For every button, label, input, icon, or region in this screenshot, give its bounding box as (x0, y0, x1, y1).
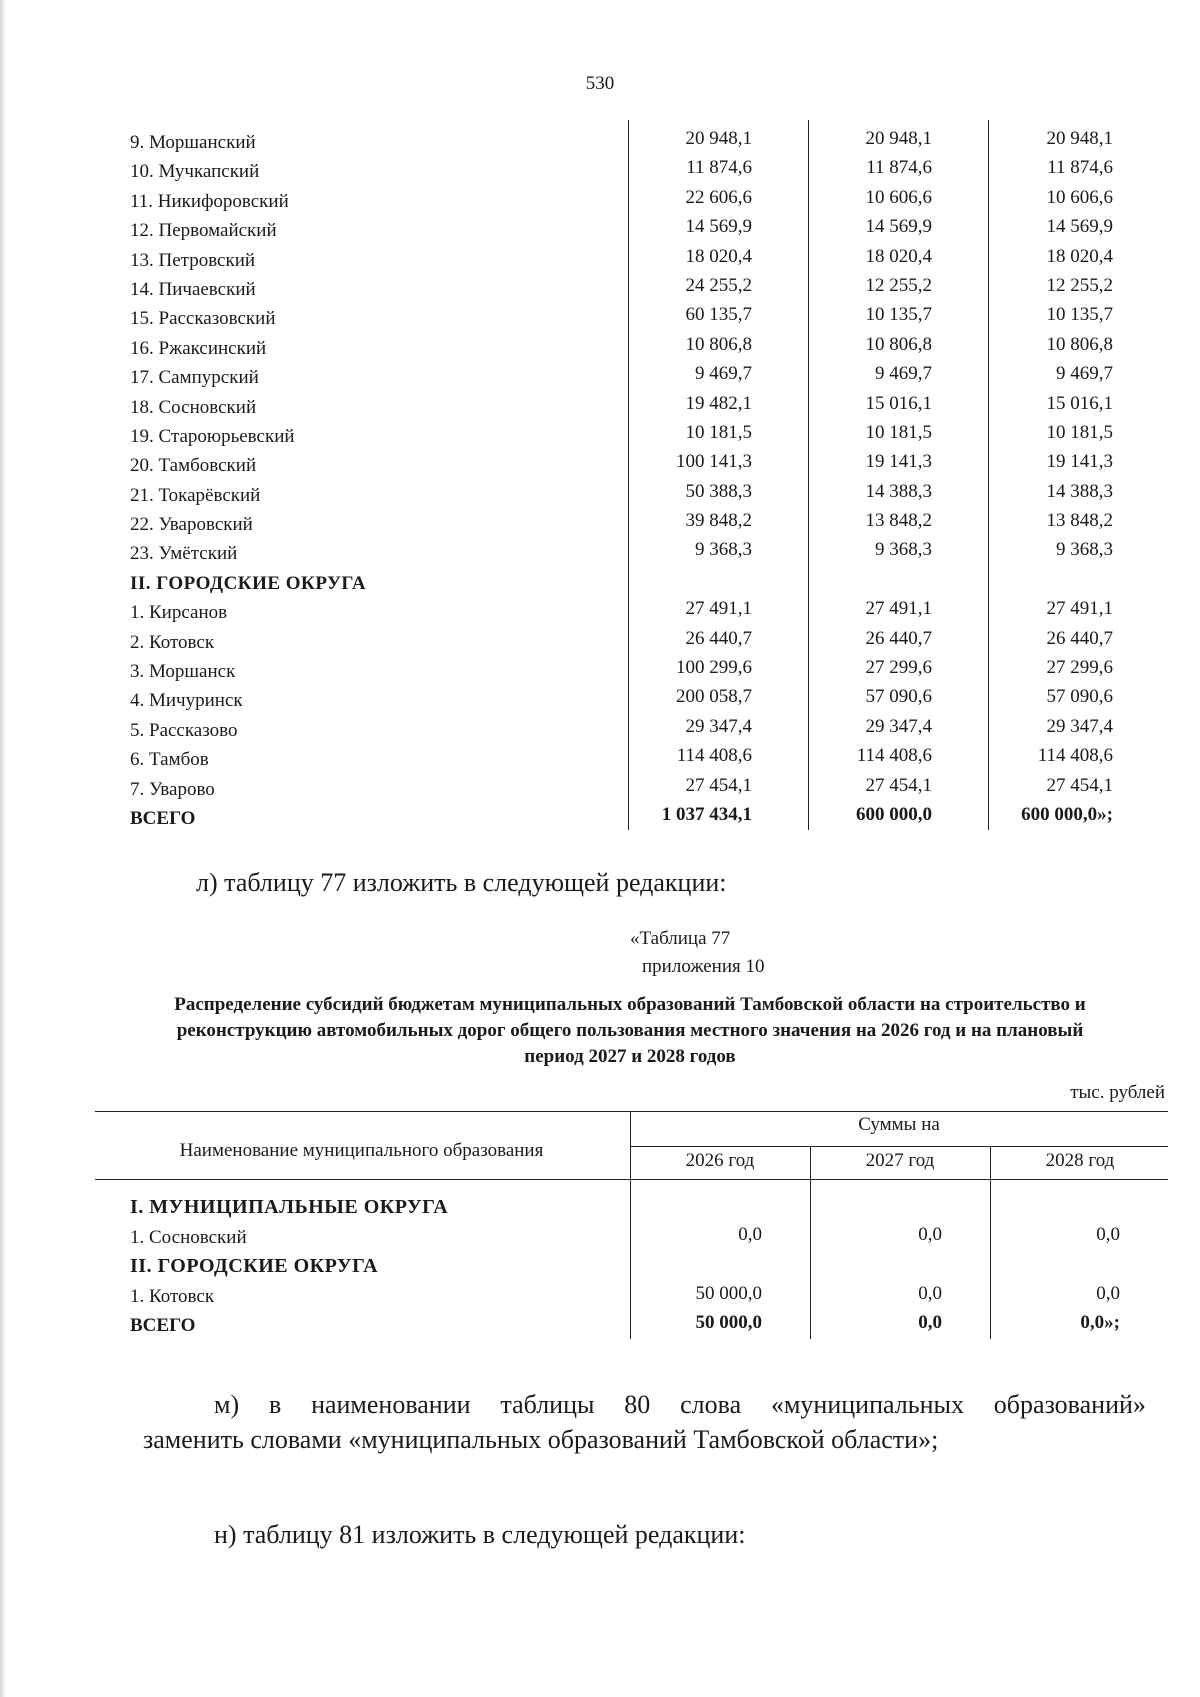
value-2026: 50 388,3 (685, 480, 752, 502)
value-2026: 9 469,7 (695, 363, 752, 385)
value-2026: 1 037 434,1 (661, 803, 752, 825)
table-section-row (130, 1249, 1130, 1279)
municipality-name: 1. Котовск (130, 1285, 215, 1307)
value-2028: 14 569,9 (1046, 216, 1113, 238)
value-2026: 100 141,3 (676, 451, 752, 473)
value-2026: 27 491,1 (685, 598, 752, 620)
value-2026: 60 135,7 (685, 304, 752, 326)
table-row (130, 653, 1130, 682)
value-2028: 11 874,6 (1047, 157, 1113, 179)
municipality-name: II. ГОРОДСКИЕ ОКРУГА (130, 572, 367, 594)
table-row (130, 741, 1130, 770)
value-2026: 10 806,8 (685, 333, 752, 355)
municipality-name: 22. Уваровский (130, 514, 253, 536)
value-2028: 10 135,7 (1046, 304, 1113, 326)
value-2026: 24 255,2 (685, 274, 752, 296)
value-2028: 19 141,3 (1046, 451, 1113, 473)
value-2026: 200 058,7 (676, 686, 752, 708)
table-total-row (130, 1308, 1130, 1338)
value-2027: 27 491,1 (865, 598, 932, 620)
header-year-2026: 2026 год (685, 1150, 755, 1171)
value-2026: 100 299,6 (676, 657, 752, 679)
value-2028: 13 848,2 (1046, 510, 1113, 532)
table-section-row (130, 565, 1130, 594)
paragraph-word: 80 (624, 1390, 651, 1419)
value-2026: 0,0 (738, 1223, 762, 1245)
table-row (130, 359, 1130, 388)
municipality-name: 10. Мучкапский (130, 161, 260, 183)
table-row (130, 535, 1130, 564)
table-row (130, 1279, 1130, 1309)
value-2026: 29 347,4 (685, 715, 752, 737)
municipality-name: 5. Рассказово (130, 719, 238, 741)
municipality-name: 1. Сосновский (130, 1226, 247, 1248)
table-total-row (130, 800, 1130, 829)
municipality-name: 12. Первомайский (130, 220, 277, 242)
paragraph-n: н) таблицу 81 изложить в следующей редакции: (214, 1520, 746, 1549)
municipality-name: 6. Тамбов (130, 749, 209, 771)
header-year-2027: 2027 год (865, 1150, 935, 1171)
municipality-name: 23. Умётский (130, 543, 238, 565)
value-2028: 14 388,3 (1046, 480, 1113, 502)
column-divider (988, 120, 989, 830)
municipality-name: 11. Никифоровский (130, 190, 289, 212)
table-row (130, 624, 1130, 653)
value-2028: 0,0»; (1080, 1312, 1120, 1333)
table-section-row (130, 1190, 1130, 1220)
value-2028: 29 347,4 (1046, 715, 1113, 737)
municipality-name: 18. Сосновский (130, 396, 257, 418)
value-2027: 57 090,6 (865, 686, 932, 708)
paragraph-word: образований» (993, 1390, 1146, 1419)
value-2028: 27 491,1 (1046, 598, 1113, 620)
table-row (130, 124, 1130, 153)
table-caption-appendix: приложения 10 (642, 956, 765, 977)
table-row (130, 242, 1130, 271)
value-2028: 27 299,6 (1046, 657, 1113, 679)
value-2028: 18 020,4 (1046, 245, 1113, 267)
value-2026: 9 368,3 (695, 539, 752, 561)
table-row (130, 712, 1130, 741)
value-2026: 50 000,0 (695, 1282, 762, 1304)
municipality-name: 21. Токарёвский (130, 484, 261, 506)
table-row (130, 447, 1130, 476)
municipality-name: 16. Ржаксинский (130, 337, 267, 359)
value-2028: 600 000,0»; (1021, 803, 1113, 825)
value-2026: 20 948,1 (685, 128, 752, 149)
paragraph-word: «муниципальных (770, 1390, 964, 1419)
table-top-border (95, 1111, 1168, 1112)
value-2027: 10 135,7 (865, 304, 932, 326)
value-2028: 57 090,6 (1046, 686, 1113, 708)
value-2027: 14 388,3 (865, 480, 932, 502)
table-row (130, 506, 1130, 535)
value-2027: 11 874,6 (866, 157, 932, 179)
municipality-name: II. ГОРОДСКИЕ ОКРУГА (130, 1255, 379, 1277)
table-76-continuation (130, 124, 1130, 829)
municipality-name: ВСЕГО (130, 807, 196, 829)
value-2027: 10 181,5 (865, 421, 932, 443)
value-2028: 20 948,1 (1046, 128, 1113, 149)
value-2027: 0,0 (918, 1282, 942, 1304)
value-2026: 27 454,1 (685, 774, 752, 796)
table-row (130, 183, 1130, 212)
value-2028: 15 016,1 (1046, 392, 1113, 414)
municipality-name: 20. Тамбовский (130, 455, 257, 477)
municipality-name: 14. Пичаевский (130, 278, 256, 300)
table-row (130, 389, 1130, 418)
municipality-name: 4. Мичуринск (130, 690, 243, 712)
value-2026: 19 482,1 (685, 392, 752, 414)
value-2028: 9 469,7 (1056, 363, 1113, 385)
paragraph-l: л) таблицу 77 изложить в следующей редакции: (196, 868, 727, 897)
value-2027: 19 141,3 (865, 451, 932, 473)
paragraph-word: слова (680, 1390, 742, 1419)
value-2026: 50 000,0 (695, 1312, 762, 1333)
page-number: 530 (585, 73, 615, 94)
municipality-name: 19. Староюрьевский (130, 425, 295, 447)
value-2026: 11 874,6 (686, 157, 752, 179)
table-title: Распределение субсидий бюджетам муниципальных образований Тамбовской области на строительство и реконструкцию автомобильных дорог общего пользования местного значения на 2026 год и на плановый период 2027 и 2028 годов (174, 994, 1086, 1067)
table-row (130, 300, 1130, 329)
value-2027: 14 569,9 (865, 216, 932, 238)
municipality-name: I. МУНИЦИПАЛЬНЫЕ ОКРУГА (130, 1196, 449, 1218)
table-row (130, 153, 1130, 182)
table-row (130, 212, 1130, 241)
column-divider (808, 120, 809, 830)
municipality-name: 15. Рассказовский (130, 308, 276, 330)
table-row (130, 330, 1130, 359)
paragraph-word: таблицы (500, 1390, 595, 1419)
value-2027: 0,0 (918, 1312, 942, 1333)
value-2027: 0,0 (918, 1223, 942, 1245)
value-2027: 12 255,2 (865, 274, 932, 296)
value-2026: 14 569,9 (685, 216, 752, 238)
value-2027: 27 454,1 (865, 774, 932, 796)
table-row (130, 477, 1130, 506)
value-2028: 26 440,7 (1046, 627, 1113, 649)
value-2028: 27 454,1 (1046, 774, 1113, 796)
value-2027: 10 606,6 (865, 186, 932, 208)
value-2027: 9 368,3 (875, 539, 932, 561)
value-2028: 10 181,5 (1046, 421, 1113, 443)
value-2028: 10 606,6 (1046, 186, 1113, 208)
value-2028: 114 408,6 (1037, 745, 1113, 767)
value-2027: 26 440,7 (865, 627, 932, 649)
value-2026: 114 408,6 (676, 745, 752, 767)
value-2027: 9 469,7 (875, 363, 932, 385)
value-2028: 10 806,8 (1046, 333, 1113, 355)
value-2028: 12 255,2 (1046, 274, 1113, 296)
table-row (130, 1220, 1130, 1250)
paragraph-word: м) (214, 1390, 240, 1419)
value-2026: 18 020,4 (685, 245, 752, 267)
table-row (130, 771, 1130, 800)
value-2026: 39 848,2 (685, 510, 752, 532)
value-2027: 27 299,6 (865, 657, 932, 679)
paragraph-m-line1 (214, 1390, 1146, 1420)
municipality-name: 1. Кирсанов (130, 602, 228, 624)
paragraph-word: наименовании (311, 1390, 471, 1419)
table-row (130, 682, 1130, 711)
value-2027: 13 848,2 (865, 510, 932, 532)
paragraph-m-line2: заменить словами «муниципальных образований Тамбовской области»; (143, 1425, 939, 1454)
table-77 (130, 1190, 1130, 1338)
units-label: тыс. рублей (1070, 1082, 1165, 1103)
header-inner-border (630, 1146, 1168, 1147)
value-2028: 9 368,3 (1056, 539, 1113, 561)
header-name: Наименование муниципального образования (179, 1140, 544, 1161)
municipality-name: 7. Уварово (130, 778, 215, 800)
value-2026: 22 606,6 (685, 186, 752, 208)
header-sums: Суммы на (858, 1114, 940, 1135)
column-divider (628, 120, 629, 830)
value-2027: 114 408,6 (856, 745, 932, 767)
value-2026: 10 181,5 (685, 421, 752, 443)
value-2027: 20 948,1 (865, 128, 932, 149)
value-2028: 0,0 (1096, 1223, 1120, 1245)
municipality-name: 17. Сампурский (130, 367, 259, 389)
municipality-name: 9. Моршанский (130, 132, 256, 153)
table-row (130, 271, 1130, 300)
municipality-name: 3. Моршанск (130, 661, 236, 683)
value-2027: 600 000,0 (856, 803, 932, 825)
value-2027: 10 806,8 (865, 333, 932, 355)
value-2027: 15 016,1 (865, 392, 932, 414)
table-row (130, 418, 1130, 447)
table-caption: «Таблица 77 (630, 928, 731, 949)
scan-edge (0, 0, 6, 1697)
value-2026: 26 440,7 (685, 627, 752, 649)
municipality-name: 13. Петровский (130, 249, 256, 271)
municipality-name: 2. Котовск (130, 631, 215, 653)
header-year-2028: 2028 год (1045, 1150, 1115, 1171)
value-2027: 29 347,4 (865, 715, 932, 737)
header-bottom-border (95, 1179, 1168, 1180)
paragraph-word: в (268, 1390, 282, 1419)
municipality-name: ВСЕГО (130, 1315, 196, 1336)
value-2028: 0,0 (1096, 1282, 1120, 1304)
table-row (130, 594, 1130, 623)
value-2027: 18 020,4 (865, 245, 932, 267)
